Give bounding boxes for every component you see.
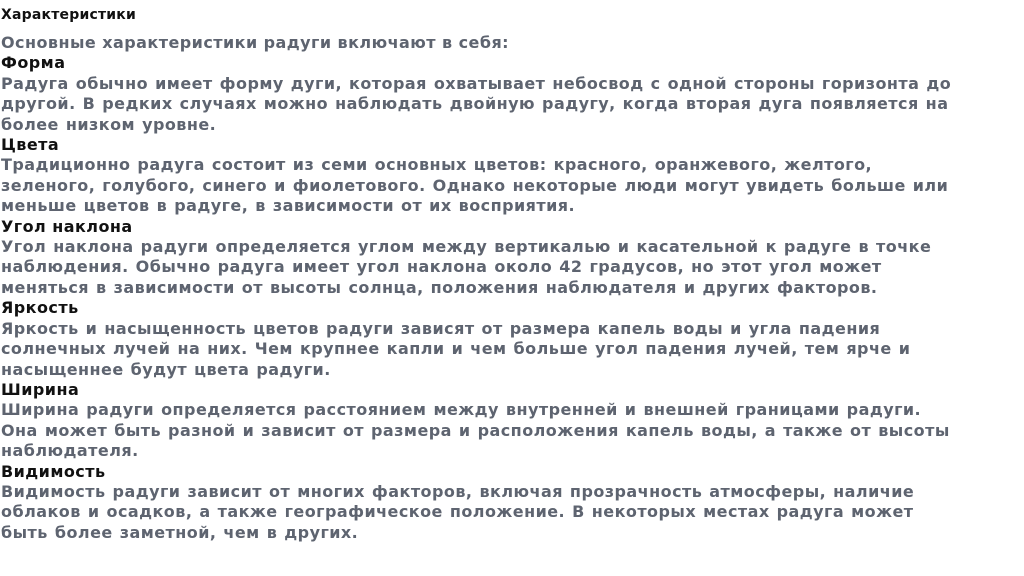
text-line: меньше цветов в радуге, в зависимости от их восприятия. [1, 196, 576, 216]
text-line: облаков и осадков, а также географическое положение. В некоторых местах радуга может [1, 502, 914, 522]
section-text [1, 237, 961, 298]
text-line: наблюдателя. [1, 441, 139, 461]
section-brightness [1, 298, 961, 380]
section-heading: Форма [1, 53, 66, 73]
text-line: Угол наклона радуги определяется углом между вертикалью и касательной к радуге в точке [1, 237, 932, 257]
text-line: более низком уровне. [1, 114, 217, 134]
text-line: Радуга обычно имеет форму дуги, которая охватывает небосвод с одной стороны горизонта до [1, 73, 952, 93]
text-line: другой. В редких случаях можно наблюдать двойную радугу, когда вторая дуга появляется на [1, 94, 949, 114]
section-text [1, 400, 961, 461]
section-text [1, 482, 961, 543]
section-heading: Ширина [1, 379, 80, 399]
section-heading: Цвета [1, 135, 60, 155]
text-line: солнечных лучей на них. Чем крупнее капли и чем больше угол падения лучей, тем ярче и [1, 339, 911, 359]
section-heading: Яркость [1, 298, 79, 318]
section-text [1, 155, 961, 216]
text-line: насыщеннее будут цвета радуги. [1, 359, 331, 379]
section-text [1, 319, 961, 380]
section-text [1, 74, 961, 135]
text-line: Видимость радуги зависит от многих факторов, включая прозрачность атмосферы, наличие [1, 481, 915, 501]
section-heading: Угол наклона [1, 216, 133, 236]
section-angle [1, 217, 961, 299]
text-line: зеленого, голубого, синего и фиолетового. Однако некоторые люди могут увидеть больше или [1, 175, 949, 195]
section-width [1, 380, 961, 462]
text-line: меняться в зависимости от высоты солнца, положения наблюдателя и других факторов. [1, 277, 878, 297]
text-line: быть более заметной, чем в других. [1, 522, 359, 542]
intro-text: Основные характеристики радуги включают в себя: [1, 33, 510, 52]
document-body [1, 33, 961, 543]
page-title: Характеристики [1, 7, 136, 23]
text-line: наблюдения. Обычно радуга имеет угол наклона около 42 градусов, но этот угол может [1, 257, 882, 277]
section-form [1, 53, 961, 135]
text-line: Она может быть разной и зависит от размера и расположения капель воды, а также от высоты [1, 420, 950, 440]
text-line: Ширина радуги определяется расстоянием между внутренней и внешней границами радуги. [1, 400, 922, 420]
section-visibility [1, 462, 961, 544]
section-heading: Видимость [1, 461, 106, 481]
text-line: Яркость и насыщенность цветов радуги зависят от размера капель воды и угла падения [1, 318, 881, 338]
section-colors [1, 135, 961, 217]
text-line: Традиционно радуга состоит из семи основных цветов: красного, оранжевого, желтого, [1, 155, 873, 175]
